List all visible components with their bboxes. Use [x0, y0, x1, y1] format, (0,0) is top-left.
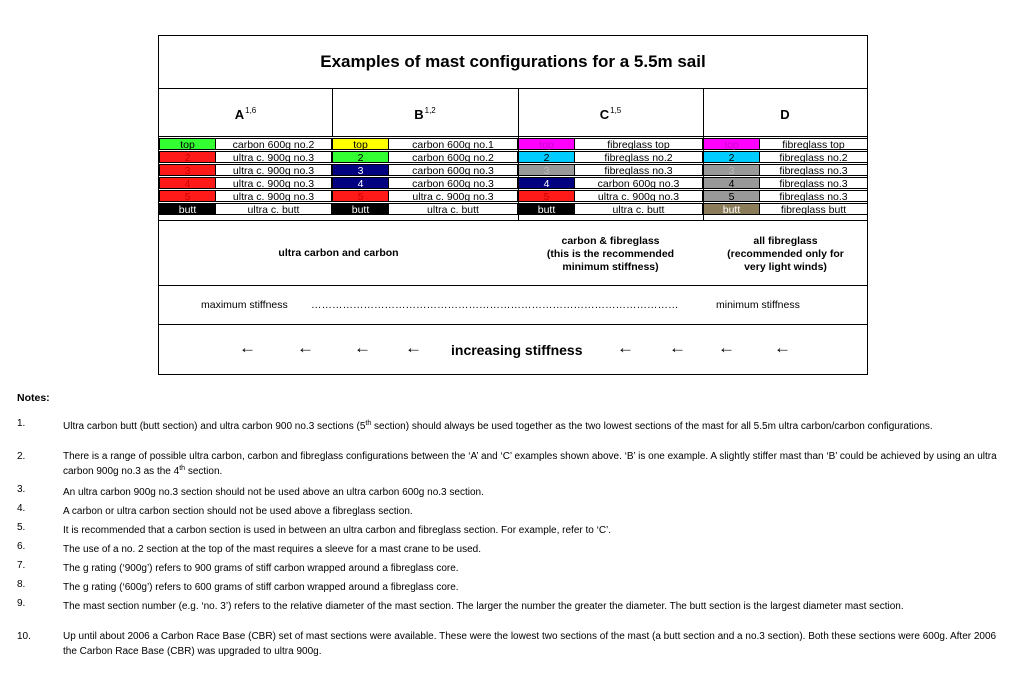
- note-number: 2.: [17, 451, 26, 462]
- section-label: 2: [159, 151, 216, 163]
- note-number: 5.: [17, 522, 26, 533]
- table-title: Examples of mast configurations for a 5.5m sail: [320, 52, 706, 71]
- section-name: ultra c. 900g no.3: [389, 190, 518, 202]
- section-label: 2: [332, 151, 389, 163]
- stiffness-dots: ……………………………………………………………………………………………: [311, 299, 679, 311]
- section-label: 3: [703, 164, 760, 176]
- section-label: butt: [703, 203, 760, 215]
- section-label: butt: [518, 203, 575, 215]
- note-text: Up until about 2006 a Carbon Race Base (CBR) set of mast sections were available. These were the lowest two sections of the mast (a butt section and a no.3 section). Both these sections were 600g. After 2006 the Carbon Race Base (CBR) was upgraded to ultra 900g.: [63, 631, 997, 657]
- section-name: fibreglass no.3: [760, 190, 868, 202]
- section-row: [703, 138, 868, 150]
- section-name: ultra c. butt: [389, 203, 518, 215]
- section-row: [332, 190, 518, 202]
- left-arrow-icon: ←: [617, 338, 634, 357]
- section-row: [332, 203, 518, 215]
- section-name: ultra c. 900g no.3: [575, 190, 703, 202]
- note-text: Ultra carbon butt (butt section) and ultra carbon 900 no.3 sections (5th section) should always be used together as the two lowest sections of the mast for all 5.5m ultra carbon/carbon configurations.: [63, 420, 933, 432]
- note-number: 1.: [17, 418, 26, 429]
- max-stiffness-label: maximum stiffness: [201, 299, 288, 311]
- section-row: [159, 203, 332, 215]
- note-text: It is recommended that a carbon section is used in between an ultra carbon and fibreglass section. For example, refer to ‘C’.: [63, 525, 612, 536]
- section-label: 5: [703, 190, 760, 202]
- note-text: An ultra carbon 900g no.3 section should not be used above an ultra carbon 600g no.3 section.: [63, 487, 484, 498]
- section-label: 5: [332, 190, 389, 202]
- section-label: 2: [703, 151, 760, 163]
- notes-heading: Notes:: [17, 392, 50, 404]
- left-arrow-icon: ←: [239, 338, 256, 357]
- note-text: A carbon or ultra carbon section should not be used above a fibreglass section.: [63, 506, 413, 517]
- section-name: ultra c. 900g no.3: [216, 151, 332, 163]
- divider: [159, 136, 867, 137]
- section-label: 4: [703, 177, 760, 189]
- left-arrow-icon: ←: [718, 338, 735, 357]
- section-name: fibreglass no.2: [575, 151, 703, 163]
- note-number: 10.: [17, 631, 31, 642]
- mast-config-table: [158, 35, 868, 375]
- section-name: carbon 600g no.2: [216, 138, 332, 150]
- section-label: 4: [159, 177, 216, 189]
- section-name: carbon 600g no.1: [389, 138, 518, 150]
- section-name: fibreglass no.2: [760, 151, 868, 163]
- note-number: 9.: [17, 598, 26, 609]
- section-row: [703, 177, 868, 189]
- divider: [159, 324, 867, 325]
- section-row: [518, 138, 703, 150]
- section-row: [518, 203, 703, 215]
- note-number: 6.: [17, 541, 26, 552]
- column-header-a: A$^{1,6}$: [234, 106, 257, 122]
- section-name: ultra c. 900g no.3: [216, 164, 332, 176]
- section-row: [332, 151, 518, 163]
- section-name: carbon 600g no.3: [389, 177, 518, 189]
- note-text: The mast section number (e.g. ‘no. 3’) refers to the relative diameter of the mast section. The larger the number the greater the diameter. The butt section is the largest diameter mast section.: [63, 601, 904, 612]
- note-number: 8.: [17, 579, 26, 590]
- section-name: fibreglass top: [760, 138, 868, 150]
- section-row: [332, 138, 518, 150]
- section-name: carbon 600g no.2: [389, 151, 518, 163]
- section-row: [518, 177, 703, 189]
- column-header-d: D: [780, 107, 790, 122]
- section-label: 5: [518, 190, 575, 202]
- section-name: ultra c. 900g no.3: [216, 190, 332, 202]
- left-arrow-icon: ←: [354, 338, 371, 357]
- section-label: 3: [518, 164, 575, 176]
- divider: [159, 285, 867, 286]
- section-row: [332, 164, 518, 176]
- section-row: [703, 203, 868, 215]
- column-header-b: B$^{1,2}$: [414, 106, 436, 122]
- divider: [159, 220, 867, 221]
- divider: [159, 88, 867, 89]
- section-row: [518, 190, 703, 202]
- section-name: ultra c. butt: [575, 203, 703, 215]
- section-row: [332, 177, 518, 189]
- section-label: 4: [332, 177, 389, 189]
- increasing-stiffness-label: increasing stiffness: [451, 342, 583, 358]
- left-arrow-icon: ←: [405, 338, 422, 357]
- note-number: 7.: [17, 560, 26, 571]
- min-stiffness-label: minimum stiffness: [716, 299, 800, 311]
- section-name: carbon 600g no.3: [575, 177, 703, 189]
- section-row: [159, 138, 332, 150]
- note-text: The g rating (‘600g’) refers to 600 grams of stiff carbon wrapped around a fibreglass core.: [63, 582, 459, 593]
- section-row: [159, 164, 332, 176]
- section-label: butt: [332, 203, 389, 215]
- section-row: [703, 151, 868, 163]
- section-name: fibreglass top: [575, 138, 703, 150]
- group-label-ab: ultra carbon and carbon: [278, 247, 399, 259]
- group-label-c: carbon & fibreglass (this is the recommended minimum stiffness): [546, 235, 675, 273]
- section-row: [518, 151, 703, 163]
- section-name: fibreglass no.3: [575, 164, 703, 176]
- note-number: 3.: [17, 484, 26, 495]
- section-name: fibreglass no.3: [760, 177, 868, 189]
- section-label: butt: [159, 203, 216, 215]
- section-row: [159, 190, 332, 202]
- section-name: ultra c. butt: [216, 203, 332, 215]
- section-row: [159, 151, 332, 163]
- section-name: carbon 600g no.3: [389, 164, 518, 176]
- section-row: [518, 164, 703, 176]
- left-arrow-icon: ←: [669, 338, 686, 357]
- section-row: [159, 177, 332, 189]
- section-label: top: [159, 138, 216, 150]
- section-row: [703, 164, 868, 176]
- section-row: [703, 190, 868, 202]
- section-label: top: [332, 138, 389, 150]
- section-name: fibreglass butt: [760, 203, 868, 215]
- column-header-c: C$^{1,5}$: [599, 106, 622, 122]
- section-label: 5: [159, 190, 216, 202]
- note-text: The use of a no. 2 section at the top of the mast requires a sleeve for a mast crane to be used.: [63, 544, 482, 555]
- note-text: There is a range of possible ultra carbon, carbon and fibreglass configurations between the ‘A’ and ‘C’ examples shown above. ‘B’ is one example. A slightly stiffer mast than ‘B’ could be achieved by using an ultra carbon 900g no.3 as the 4th section.: [63, 451, 997, 477]
- note-number: 4.: [17, 503, 26, 514]
- section-label: 3: [159, 164, 216, 176]
- section-label: 3: [332, 164, 389, 176]
- left-arrow-icon: ←: [297, 338, 314, 357]
- section-label: top: [703, 138, 760, 150]
- section-label: 4: [518, 177, 575, 189]
- section-name: fibreglass no.3: [760, 164, 868, 176]
- note-text: The g rating (‘900g’) refers to 900 grams of stiff carbon wrapped around a fibreglass core.: [63, 563, 459, 574]
- group-label-d: all fibreglass (recommended only for very light winds): [727, 235, 844, 273]
- section-name: ultra c. 900g no.3: [216, 177, 332, 189]
- section-label: top: [518, 138, 575, 150]
- section-label: 2: [518, 151, 575, 163]
- left-arrow-icon: ←: [774, 338, 791, 357]
